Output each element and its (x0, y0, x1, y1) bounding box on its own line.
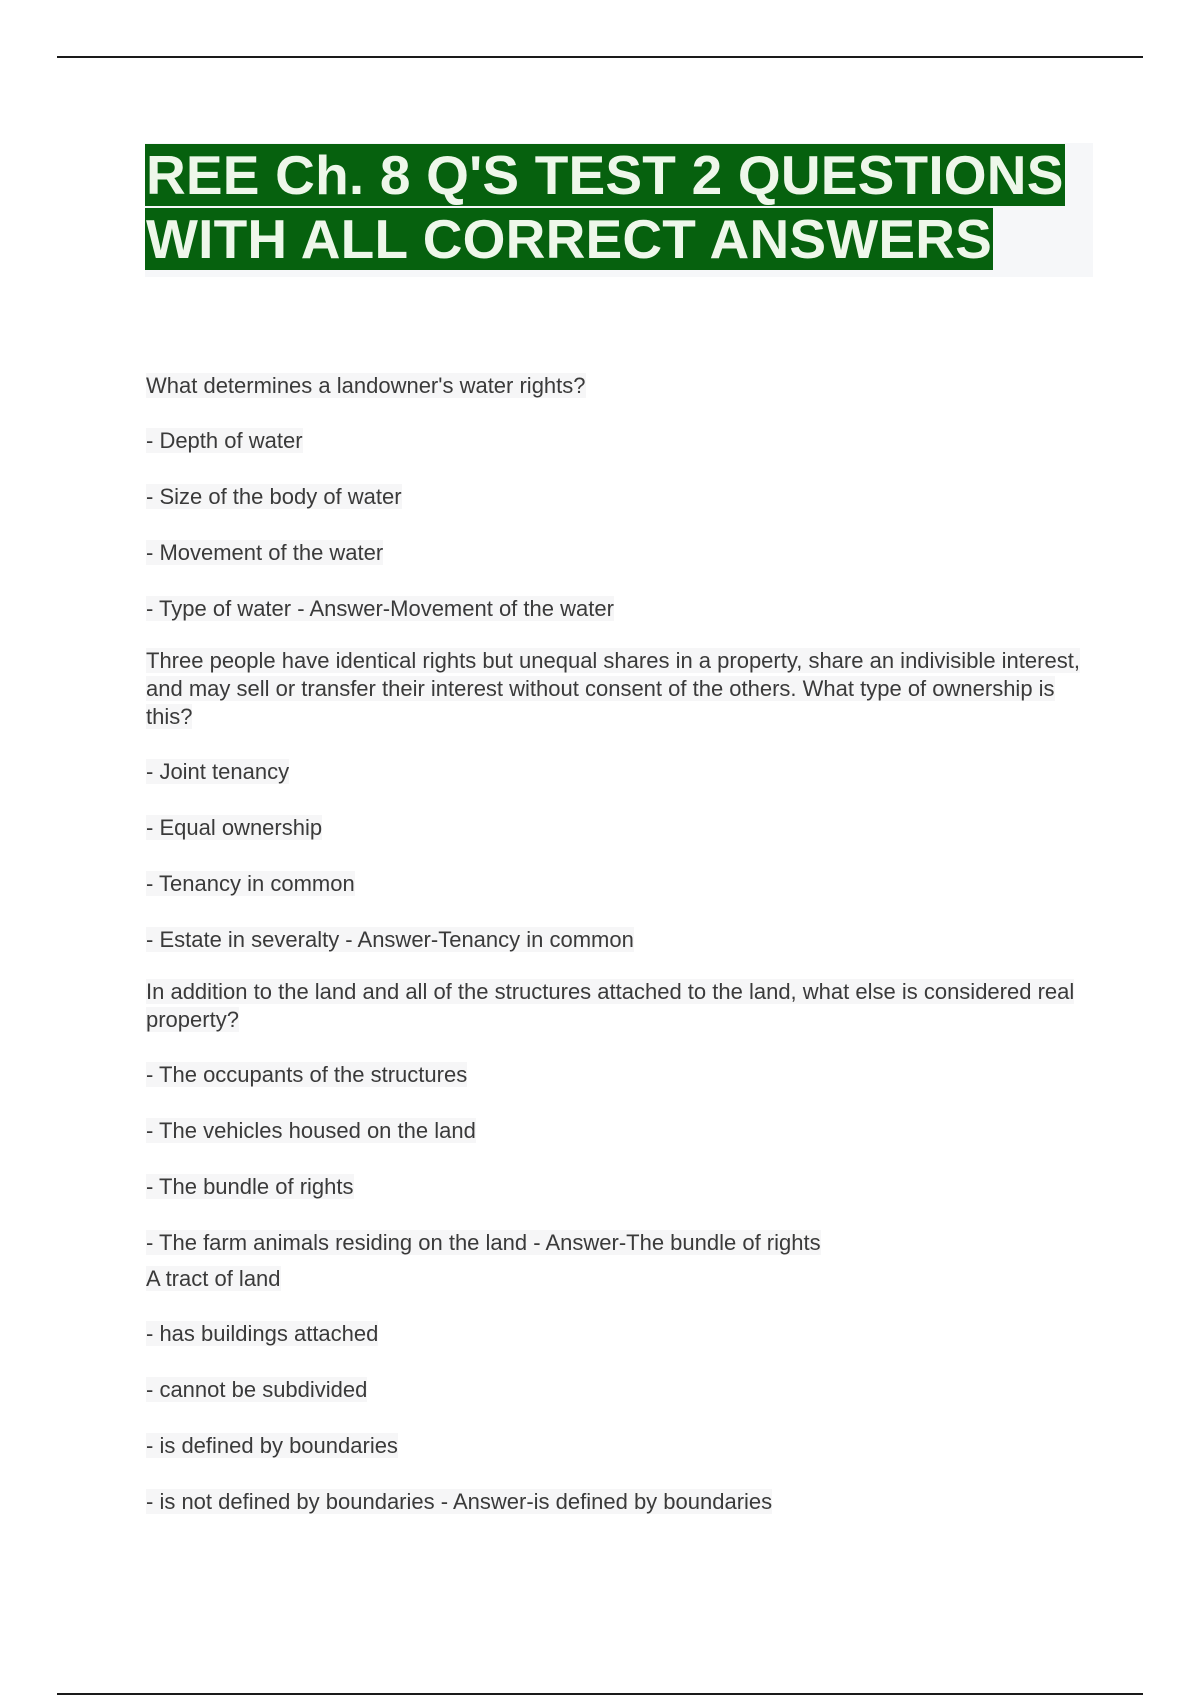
document-title: REE Ch. 8 Q'S TEST 2 QUESTIONS WITH ALL CORRECT ANSWERS (146, 144, 1064, 270)
answer-option-with-answer: - Estate in severalty - Answer-Tenancy in common (146, 927, 634, 952)
answer-option: - The vehicles housed on the land (146, 1118, 476, 1143)
answer-option: - The bundle of rights (146, 1174, 354, 1199)
question-text: What determines a landowner's water rights? (146, 373, 586, 398)
header-rule (57, 56, 1143, 58)
answer-option: - Joint tenancy (146, 759, 290, 784)
answer-option: - Size of the body of water (146, 484, 402, 509)
question-text: Three people have identical rights but unequal shares in a property, share an indivisible interest, and may sell or transfer their interest without consent of the others. What type of ownership is this? (146, 648, 1080, 729)
answer-option: - Equal ownership (146, 815, 323, 840)
answer-option: - cannot be subdivided (146, 1377, 368, 1402)
question-text: A tract of land (146, 1266, 281, 1291)
answer-option-with-answer: - The farm animals residing on the land - Answer-The bundle of rights (146, 1230, 821, 1255)
answer-option: - is defined by boundaries (146, 1433, 398, 1458)
answer-option: - Movement of the water (146, 540, 384, 565)
footer-rule (57, 1693, 1143, 1695)
title-block (145, 143, 1093, 277)
answer-option: - Tenancy in common (146, 871, 355, 896)
question-text: In addition to the land and all of the structures attached to the land, what else is considered real property? (146, 979, 1075, 1032)
answer-option-with-answer: - is not defined by boundaries - Answer-is defined by boundaries (146, 1489, 773, 1514)
question-list (146, 372, 1086, 1516)
answer-option: - The occupants of the structures (146, 1062, 468, 1087)
answer-option-with-answer: - Type of water - Answer-Movement of the water (146, 596, 614, 621)
answer-option: - Depth of water (146, 428, 303, 453)
answer-option: - has buildings attached (146, 1321, 379, 1346)
